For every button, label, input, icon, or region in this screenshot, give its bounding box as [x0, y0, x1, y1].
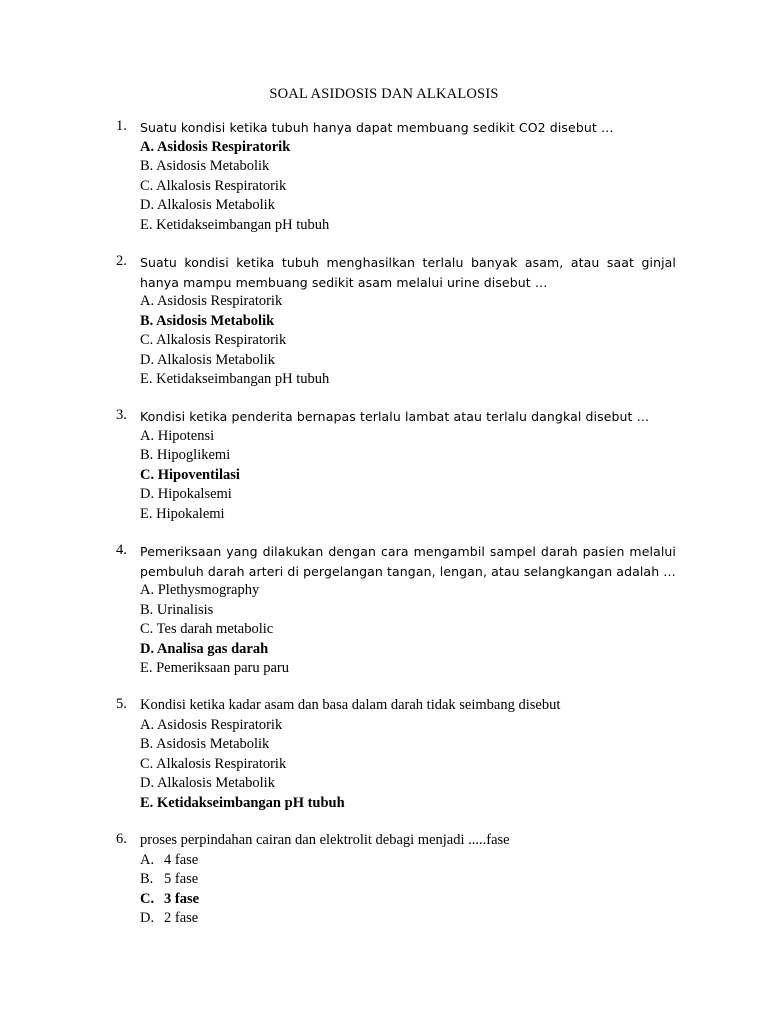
- option-letter: C.: [140, 621, 154, 637]
- option-letter: A.: [140, 293, 155, 309]
- option-text: Asidosis Metabolik: [156, 158, 270, 174]
- option-list: [140, 427, 676, 525]
- option-letter: C.: [140, 177, 154, 194]
- option-letter: D.: [140, 640, 155, 657]
- option-text: Hipokalemi: [156, 505, 225, 522]
- option-b: [140, 446, 676, 466]
- option-text: Urinalisis: [156, 601, 214, 618]
- option-text: 2 fase: [164, 910, 199, 926]
- option-text: Asidosis Respiratorik: [156, 716, 283, 733]
- option-d: [140, 909, 676, 929]
- option-letter: B.: [140, 158, 154, 174]
- option-letter: A.: [140, 716, 155, 733]
- option-d: [140, 774, 676, 794]
- option-d: [140, 351, 676, 371]
- option-letter: A.: [140, 427, 155, 444]
- option-letter: E.: [140, 505, 153, 522]
- option-text: Alkalosis Metabolik: [156, 197, 275, 213]
- option-text: 5 fase: [164, 871, 199, 887]
- question-4: [116, 542, 676, 679]
- option-letter: C.: [140, 332, 154, 348]
- option-letter: B.: [140, 871, 154, 887]
- question-3: [116, 407, 676, 524]
- question-number: 6.: [116, 831, 127, 847]
- option-e: [140, 370, 676, 390]
- option-letter: A.: [140, 138, 155, 155]
- option-list: [140, 138, 676, 236]
- page-title: SOAL ASIDOSIS DAN ALKALOSIS: [269, 86, 499, 102]
- question-text: Suatu kondisi ketika tubuh hanya dapat membuang sedikit CO2 disebut …: [140, 120, 614, 135]
- option-text: Hipokalsemi: [157, 486, 232, 502]
- option-b: [140, 312, 676, 332]
- option-a: [140, 581, 676, 601]
- option-d: [140, 640, 676, 660]
- option-letter: C.: [140, 466, 155, 483]
- option-letter: B.: [140, 447, 154, 463]
- question-number: 1.: [116, 118, 127, 134]
- option-text: Alkalosis Respiratorik: [156, 177, 287, 194]
- option-a: [140, 716, 676, 736]
- option-text: Asidosis Respiratorik: [156, 293, 283, 309]
- option-letter: C.: [140, 890, 155, 907]
- question-text: Suatu kondisi ketika tubuh menghasilkan terlalu banyak asam, atau saat ginjal hanya mampu membuang sedikit asam melalui urine disebut …: [140, 255, 676, 290]
- option-b: [140, 157, 676, 177]
- option-text: 3 fase: [164, 890, 200, 907]
- option-text: Pemeriksaan paru paru: [156, 660, 289, 676]
- option-text: Ketidakseimbangan pH tubuh: [156, 371, 330, 387]
- option-text: Asidosis Respiratorik: [156, 138, 291, 155]
- option-letter: E.: [140, 660, 153, 676]
- option-c: [140, 755, 676, 775]
- option-e: [140, 505, 676, 525]
- option-letter: B.: [140, 601, 154, 618]
- option-d: [140, 196, 676, 216]
- option-letter: A.: [140, 851, 155, 868]
- question-2: [116, 253, 676, 390]
- option-list: [140, 581, 676, 679]
- option-a: [140, 138, 676, 158]
- option-letter: B.: [140, 736, 154, 752]
- question-6: [116, 831, 676, 929]
- option-text: Ketidakseimbangan pH tubuh: [156, 794, 345, 811]
- option-letter: D.: [140, 910, 155, 926]
- option-letter: C.: [140, 755, 154, 772]
- option-text: Tes darah metabolic: [156, 621, 274, 637]
- option-letter: B.: [140, 312, 154, 329]
- option-text: 4 fase: [164, 851, 199, 868]
- question-number: 4.: [116, 542, 127, 558]
- option-letter: D.: [140, 775, 155, 791]
- question-number: 5.: [116, 696, 127, 712]
- question-1: [116, 118, 676, 235]
- option-letter: E.: [140, 371, 153, 387]
- option-text: Hipoventilasi: [157, 466, 240, 483]
- option-c: [140, 331, 676, 351]
- option-letter: D.: [140, 351, 155, 368]
- option-text: Hipotensi: [157, 427, 215, 444]
- option-b: [140, 735, 676, 755]
- option-letter: E.: [140, 794, 154, 811]
- option-list: [140, 716, 676, 814]
- option-text: Plethysmography: [157, 582, 260, 598]
- question-text: Kondisi ketika kadar asam dan basa dalam darah tidak seimbang disebut: [140, 697, 561, 713]
- option-text: Asidosis Metabolik: [156, 736, 270, 752]
- option-text: Alkalosis Respiratorik: [156, 332, 287, 348]
- option-c: [140, 466, 676, 486]
- option-text: Alkalosis Metabolik: [156, 775, 275, 791]
- option-text: Asidosis Metabolik: [156, 312, 275, 329]
- question-text: Kondisi ketika penderita bernapas terlalu lambat atau terlalu dangkal disebut …: [140, 409, 650, 424]
- option-d: [140, 485, 676, 505]
- option-text: Alkalosis Metabolik: [156, 351, 275, 368]
- option-c: [140, 620, 676, 640]
- option-text: Analisa gas darah: [156, 640, 269, 657]
- option-letter: D.: [140, 486, 155, 502]
- option-a: [140, 851, 676, 871]
- option-letter: A.: [140, 582, 155, 598]
- option-e: [140, 216, 676, 236]
- option-list: [140, 851, 676, 929]
- question-text: proses perpindahan cairan dan elektrolit debagi menjadi .....fase: [140, 832, 510, 848]
- option-letter: D.: [140, 197, 155, 213]
- option-c: [140, 177, 676, 197]
- option-text: Alkalosis Respiratorik: [156, 755, 287, 772]
- option-b: [140, 601, 676, 621]
- question-5: [116, 696, 676, 813]
- option-c: [140, 890, 676, 910]
- question-number: 3.: [116, 407, 127, 423]
- option-text: Ketidakseimbangan pH tubuh: [156, 216, 330, 233]
- option-letter: E.: [140, 216, 153, 233]
- option-b: [140, 870, 676, 890]
- option-a: [140, 427, 676, 447]
- option-a: [140, 292, 676, 312]
- option-list: [140, 292, 676, 390]
- option-e: [140, 794, 676, 814]
- question-text: Pemeriksaan yang dilakukan dengan cara mengambil sampel darah pasien melalui pembuluh darah arteri di pergelangan tangan, lengan, atau selangkangan adalah …: [140, 544, 676, 579]
- option-text: Hipoglikemi: [156, 447, 231, 463]
- question-number: 2.: [116, 253, 127, 269]
- option-e: [140, 659, 676, 679]
